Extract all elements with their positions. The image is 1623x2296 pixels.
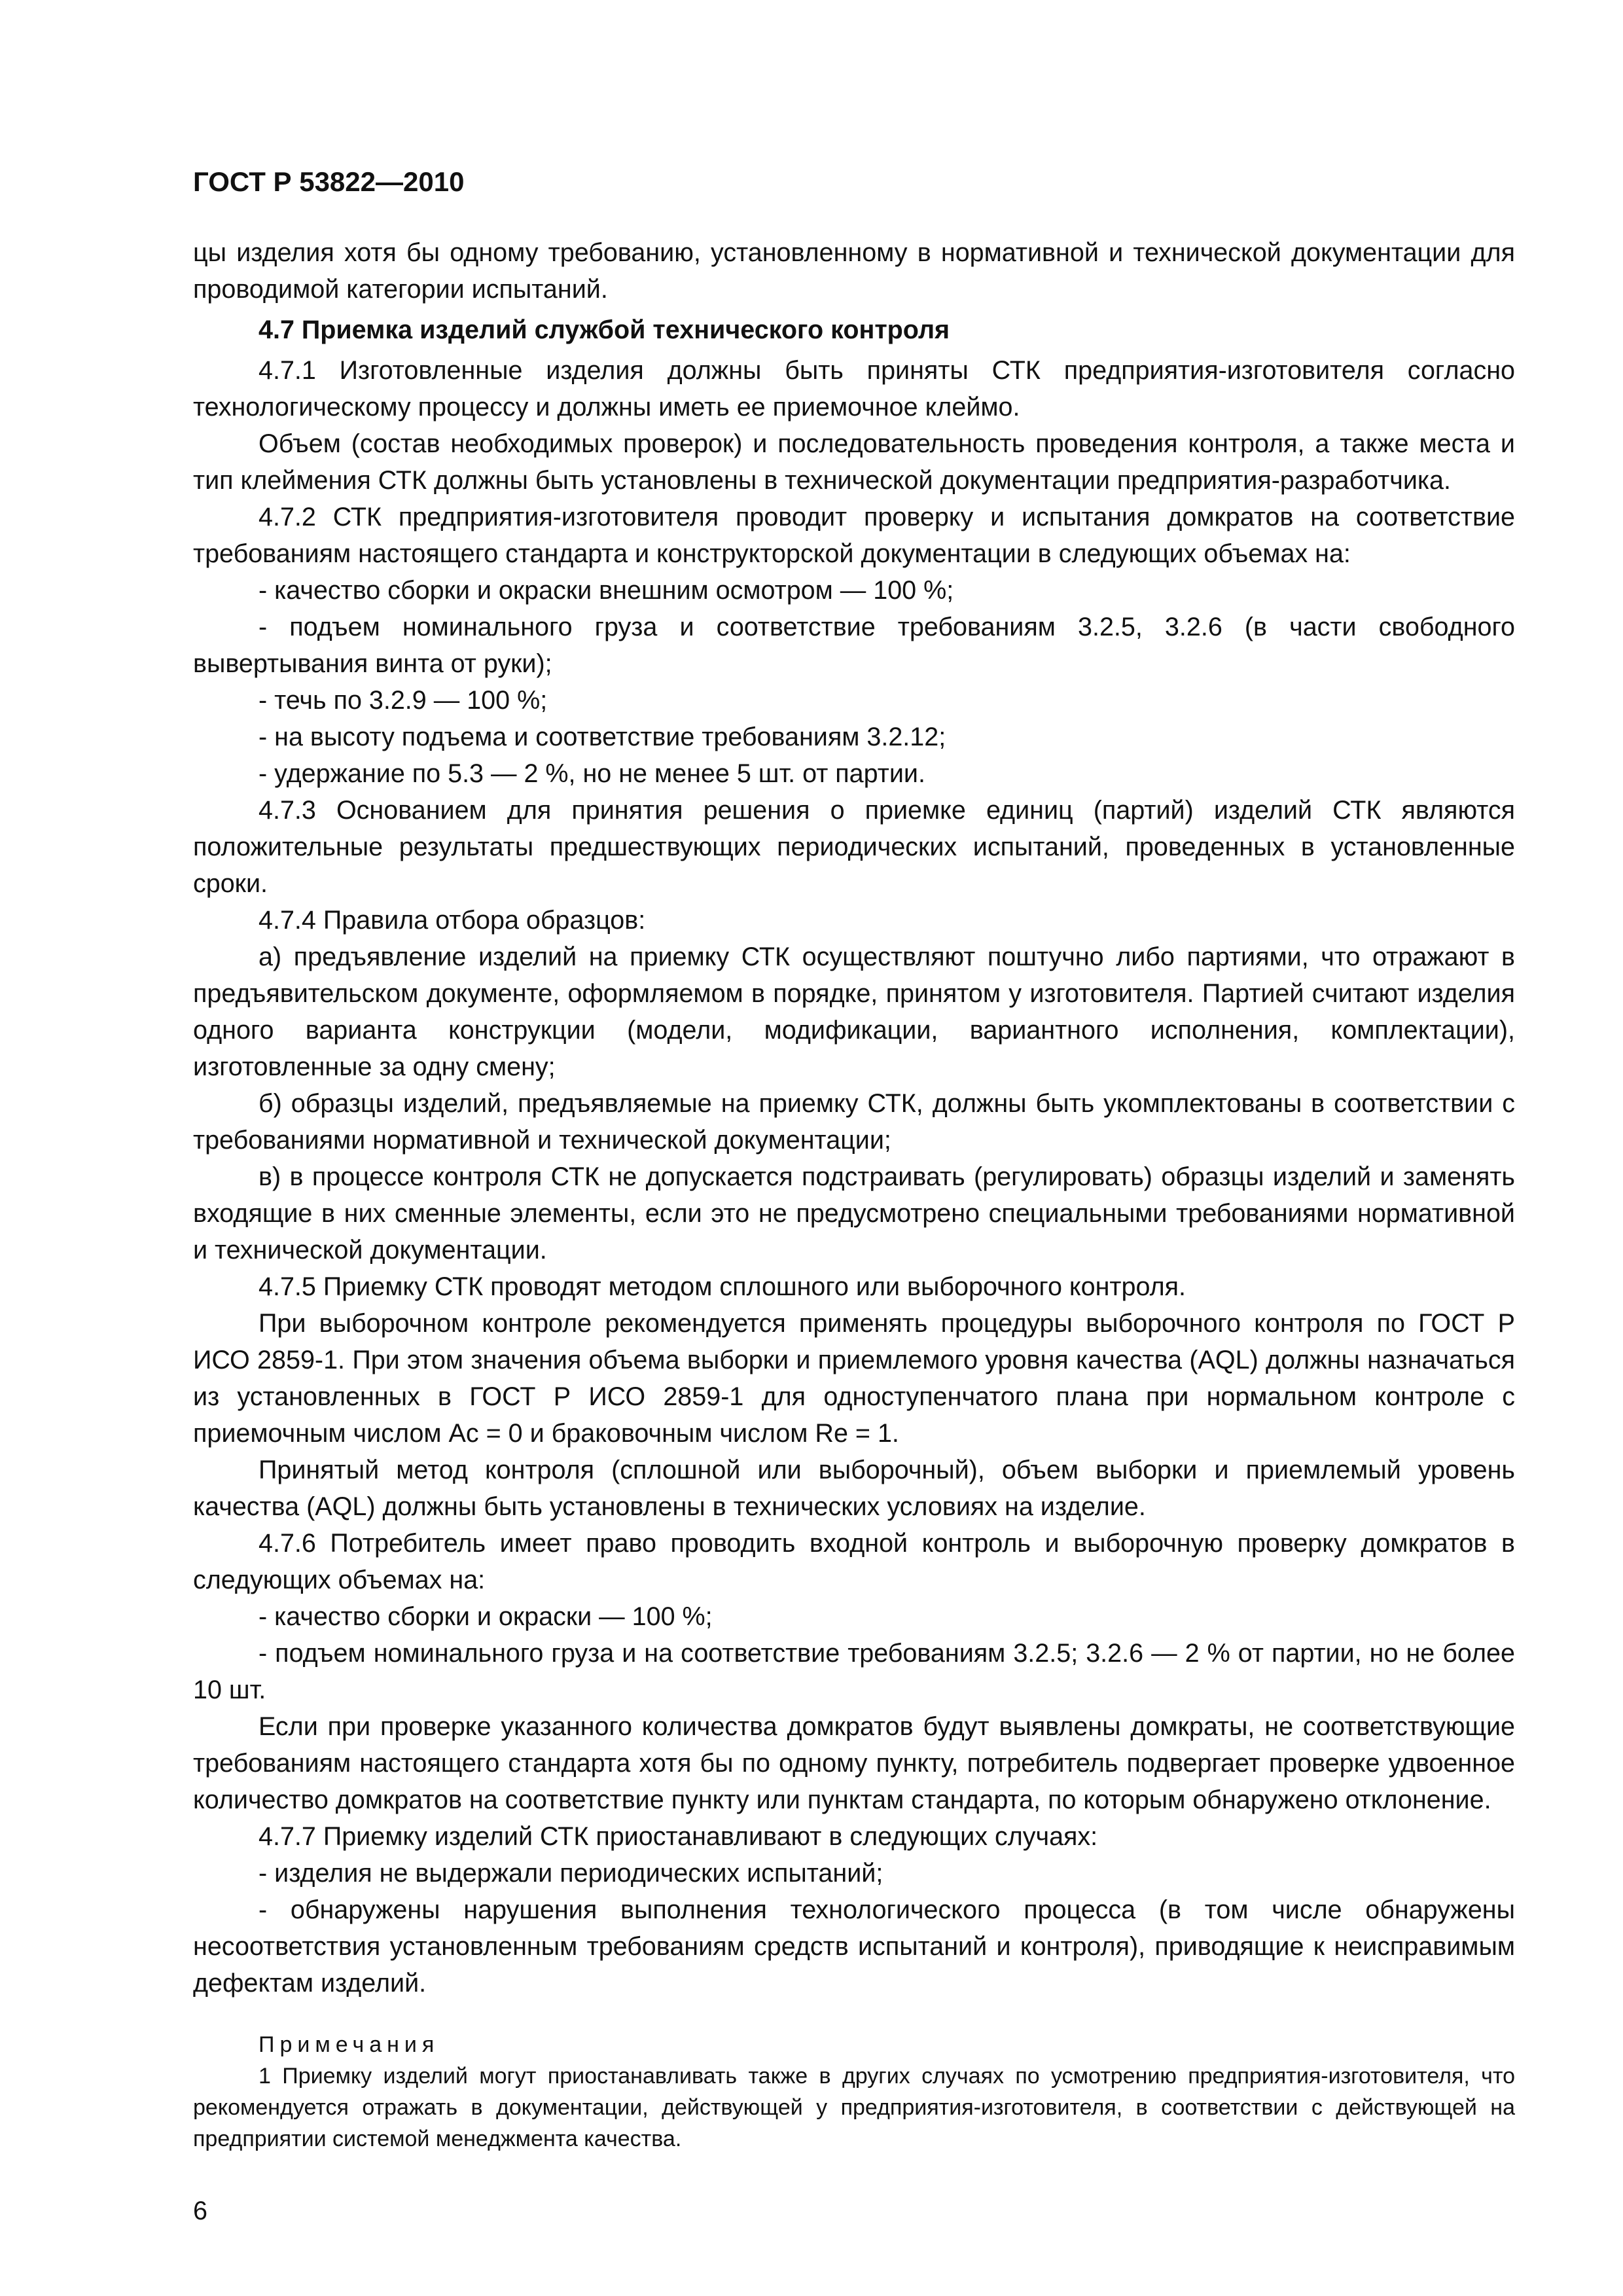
paragraph: - качество сборки и окраски внешним осмотром — 100 %;: [259, 576, 954, 605]
paragraph: 4.7.7 Приемку изделий СТК приостанавливают в следующих случаях:: [259, 1822, 1098, 1851]
paragraph: цы изделия хотя бы одному требованию, установленному в нормативной и технической документации для проводимой категории испытаний.: [193, 238, 1515, 304]
page-number: 6: [193, 2197, 207, 2225]
note-item: 1 Приемку изделий могут приостанавливать также в других случаях по усмотрению предприятия-изготовителя, что рекомендуется отражать в документации, действующей у предприятия-изготовителя, в соответствии с действующей на предприятии системой менеджмента качества.: [193, 2064, 1515, 2151]
paragraph: При выборочном контроле рекомендуется применять процедуры выборочного контроля по ГОСТ Р ИСО 2859-1. При этом значения объема выборки и приемлемого уровня качества (AQL) должны назначаться из установленных в ГОСТ Р ИСО 2859-1 для одноступенчатого плана при нормальном контроле с приемочным числом Ac = 0 и браковочным числом Re = 1.: [193, 1309, 1515, 1448]
paragraph: - подъем номинального груза и на соответствие требованиям 3.2.5; 3.2.6 — 2 % от партии, но не более 10 шт.: [193, 1639, 1515, 1704]
paragraph: - обнаружены нарушения выполнения технологического процесса (в том числе обнаружены несоответствия установленным требованиям средств испытаний и контроля), приводящие к неисправимым дефектам изделий.: [193, 1895, 1515, 1998]
paragraph: - подъем номинального груза и соответствие требованиям 3.2.5, 3.2.6 (в части свободного вывертывания винта от руки);: [193, 613, 1515, 678]
body-text: [193, 234, 1515, 2001]
document-header: ГОСТ Р 53822—2010: [193, 166, 465, 197]
paragraph: - на высоту подъема и соответствие требованиям 3.2.12;: [259, 723, 946, 751]
paragraph: - течь по 3.2.9 — 100 %;: [259, 686, 548, 715]
paragraph: - изделия не выдержали периодических испытаний;: [259, 1859, 883, 1888]
paragraph: Принятый метод контроля (сплошной или выборочный), объем выборки и приемлемый уровень качества (AQL) должны быть установлены в технических условиях на изделие.: [193, 1456, 1515, 1521]
notes-title: Примечания: [259, 2032, 440, 2057]
paragraph: Объем (состав необходимых проверок) и последовательность проведения контроля, а также места и тип клеймения СТК должны быть установлены в технической документации предприятия-разработчика.: [193, 429, 1515, 495]
paragraph: а) предъявление изделий на приемку СТК осуществляют поштучно либо партиями, что отражают в предъявительском документе, оформляемом в порядке, принятом у изготовителя. Партией считают изделия одного варианта конструкции (модели, модификации, вариантного исполнения, комплектации), изготовленные за одну смену;: [193, 942, 1515, 1081]
paragraph: - качество сборки и окраски — 100 %;: [259, 1602, 713, 1631]
paragraph: Если при проверке указанного количества домкратов будут выявлены домкраты, не соответствующие требованиям настоящего стандарта хотя бы по одному пункту, потребитель подвергает проверке удвоенное количество домкратов на соответствие пункту или пунктам стандарта, по которым обнаружено отклонение.: [193, 1712, 1515, 1814]
document-page: [193, 164, 1515, 2229]
paragraph: 4.7.2 СТК предприятия-изготовителя проводит проверку и испытания домкратов на соответствие требованиям настоящего стандарта и конструкторской документации в следующих объемах на:: [193, 503, 1515, 568]
paragraph: в) в процессе контроля СТК не допускается подстраивать (регулировать) образцы изделий и заменять входящие в них сменные элементы, если это не предусмотрено специальными требованиями нормативной и технической документации.: [193, 1162, 1515, 1265]
paragraph: 4.7.3 Основанием для принятия решения о приемке единиц (партий) изделий СТК являются положительные результаты предшествующих периодических испытаний, проведенных в установленные сроки.: [193, 796, 1515, 898]
paragraph: 4.7.6 Потребитель имеет право проводить входной контроль и выборочную проверку домкратов в следующих объемах на:: [193, 1529, 1515, 1594]
paragraph: б) образцы изделий, предъявляемые на приемку СТК, должны быть укомплектованы в соответствии с требованиями нормативной и технической документации;: [193, 1089, 1515, 1155]
notes-list: [193, 2060, 1515, 2155]
paragraph: 4.7.1 Изготовленные изделия должны быть приняты СТК предприятия-изготовителя согласно технологическому процессу и должны иметь ее приемочное клеймо.: [193, 356, 1515, 422]
section-heading: 4.7 Приемка изделий службой технического контроля: [259, 315, 950, 344]
paragraph: - удержание по 5.3 — 2 %, но не менее 5 шт. от партии.: [259, 759, 925, 788]
paragraph: 4.7.4 Правила отбора образцов:: [259, 906, 646, 935]
paragraph: 4.7.5 Приемку СТК проводят методом сплошного или выборочного контроля.: [259, 1272, 1186, 1301]
